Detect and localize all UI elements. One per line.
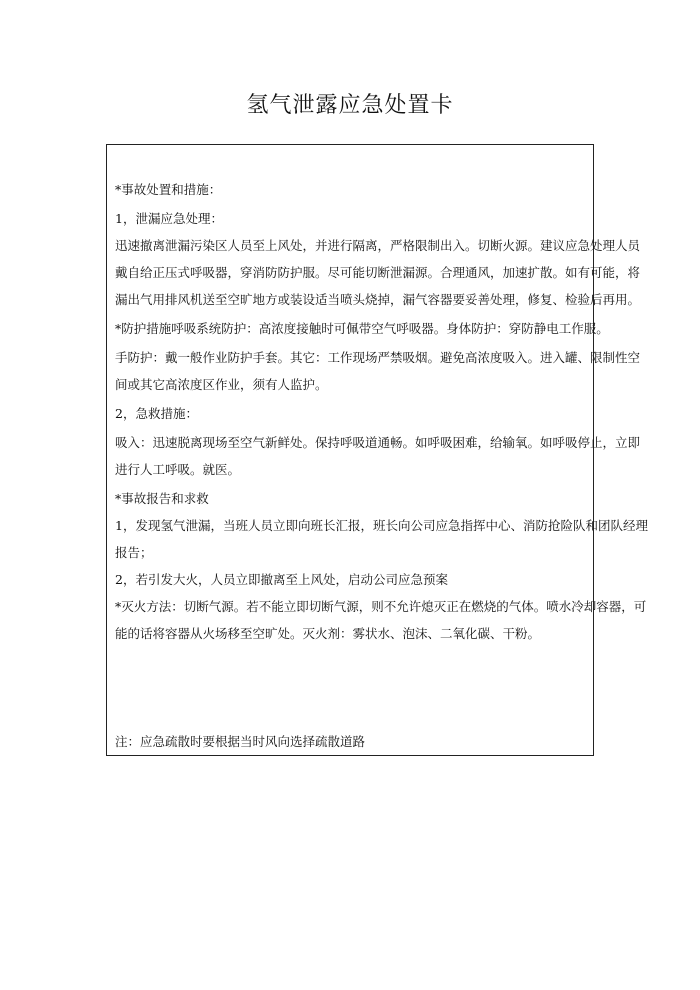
emergency-card: [106, 144, 648, 756]
page-title: 氢气泄露应急处置卡: [246, 93, 454, 118]
report-line: 1，发现氢气泄漏，当班人员立即向班长汇报，班长向公司应急指挥中心、消防抢险队和团队经理: [115, 518, 648, 533]
evacuation-note: 注：应急疏散时要根据当时风向选择疏散道路: [115, 734, 366, 749]
item1-body-line: 迅速撤离泄漏污染区人员至上风处，并进行隔离，严格限制出入。切断火源。建议应急处理人员: [115, 238, 641, 253]
section-report-heading: *事故报告和求救: [115, 491, 209, 506]
item2-body-line: 吸入：迅速脱离现场至空气新鲜处。保持呼吸道通畅。如呼吸困难，给输氧。如呼吸停止，立即: [115, 435, 641, 450]
section-handling-heading: *事故处置和措施：: [115, 182, 222, 197]
protection-line: *防护措施呼吸系统防护：高浓度接触时可佩带空气呼吸器。身体防护：穿防静电工作服。: [115, 321, 609, 336]
fire-line: *灭火方法：切断气源。若不能立即切断气源，则不允许熄灭正在燃烧的气体。喷水冷却容器，可: [115, 599, 647, 614]
item1-body-line: 戴自给正压式呼吸器，穿消防防护服。尽可能切断泄漏源。合理通风，加速扩散。如有可能，将: [115, 265, 641, 280]
report-line: 2，若引发大火，人员立即撤离至上风处，启动公司应急预案: [115, 572, 448, 587]
item2-title: 2，急救措施：: [115, 406, 198, 421]
fire-line: 能的话将容器从火场移至空旷处。灭火剂：雾状水、泡沫、二氧化碳、干粉。: [115, 626, 541, 641]
item1-body-line: 漏出气用排风机送至空旷地方或装设适当喷头烧掉，漏气容器要妥善处理，修复、检验后再用。: [115, 292, 641, 307]
item1-title: 1，泄漏应急处理：: [115, 211, 223, 226]
protection-line: 手防护：戴一般作业防护手套。其它：工作现场严禁吸烟。避免高浓度吸入。进入罐、限制性空: [115, 350, 641, 365]
item2-body-line: 进行人工呼吸。就医。: [115, 462, 241, 477]
protection-line: 间或其它高浓度区作业，须有人监护。: [115, 377, 328, 392]
report-line: 报告；: [115, 545, 153, 560]
